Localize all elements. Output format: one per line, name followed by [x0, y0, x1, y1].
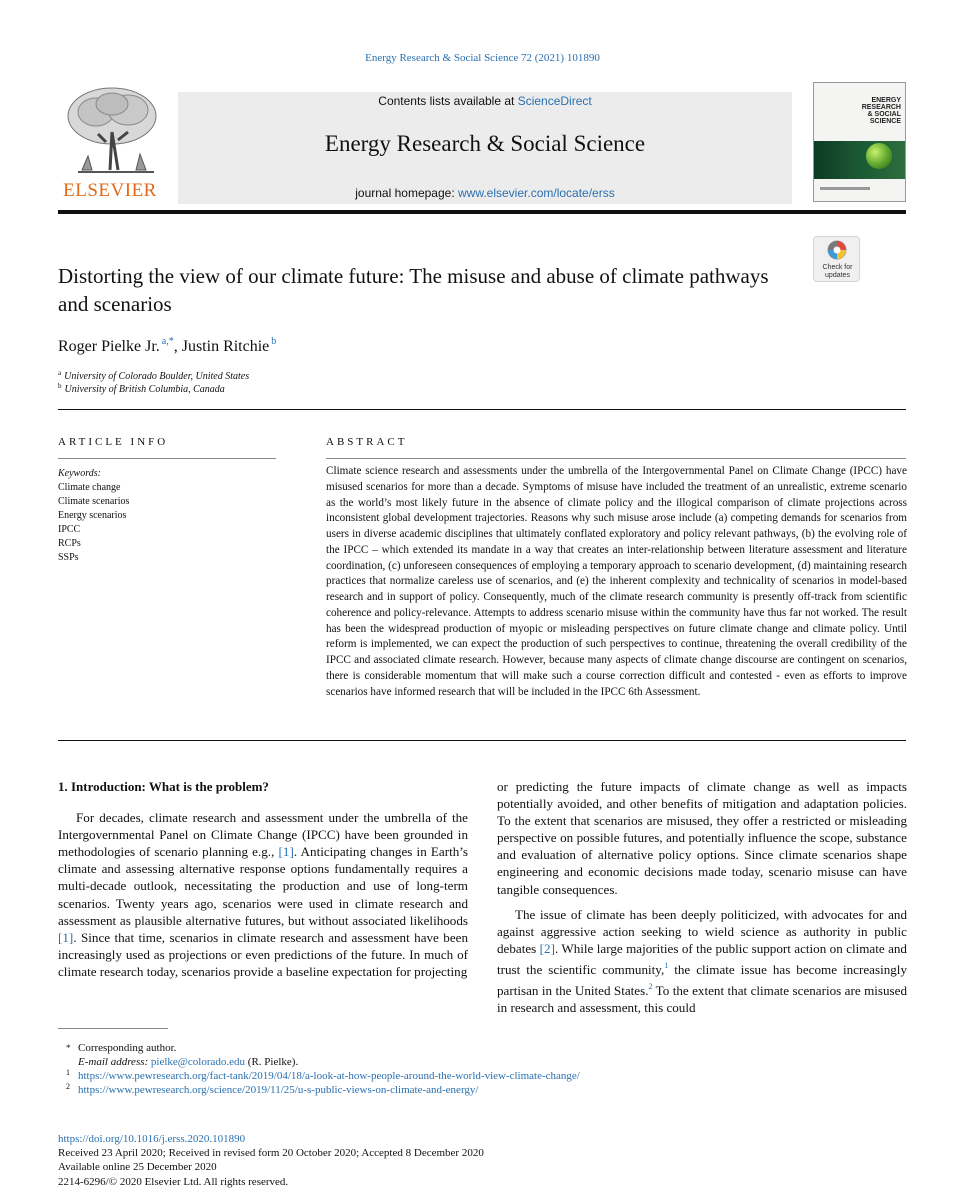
paragraph-text: For decades, climate research and assessment under the umbrella of the Intergovernmental Panel on Climate Change (IPCC) have been grounded in methodologies of scenario planning e.g.,	[58, 810, 468, 860]
paragraph-text: . While large majorities of the public support action on climate and trust the scientific community,	[497, 940, 907, 977]
contents-line	[178, 94, 792, 108]
body-column-left	[58, 778, 468, 988]
footnote-text: Corresponding author.	[78, 1042, 177, 1054]
check-for-updates-button[interactable]	[813, 236, 860, 282]
affiliation-marker: b	[58, 382, 62, 390]
section-heading: 1. Introduction: What is the problem?	[58, 779, 269, 794]
article-info-rule	[58, 458, 276, 459]
email-label: E-mail address:	[78, 1056, 151, 1068]
author-name[interactable]: Roger Pielke Jr.	[58, 338, 160, 355]
cover-title-line: & SOCIAL	[867, 111, 901, 118]
author-list	[58, 336, 276, 356]
footnote-marker[interactable]: 1	[664, 960, 669, 970]
cover-globe-icon	[866, 143, 892, 169]
footnote-1	[66, 1069, 906, 1083]
cover-footer-bar	[820, 187, 870, 190]
body-paragraph	[58, 809, 468, 980]
footnotes	[66, 1041, 906, 1097]
sciencedirect-link[interactable]: ScienceDirect	[517, 94, 592, 108]
journal-cover-thumbnail[interactable]	[813, 82, 906, 202]
affiliation-text: University of British Columbia, Canada	[64, 384, 225, 395]
copyright: 2214-6296/© 2020 Elsevier Ltd. All rights reserved.	[58, 1175, 289, 1188]
article-info-heading: ARTICLE INFO	[58, 436, 169, 448]
paragraph-text: . Anticipating changes in Earth’s climate and assessing alternative response options fundamentally requires a multi-decade outlook, necessitating the production and use of long-term scenarios. Twenty years ago, scenarios were used in climate research and assessment as plausible alternative futures, but without associated likelihoods	[58, 844, 469, 928]
journal-title: Energy Research & Social Science	[324, 131, 646, 156]
email-suffix: (R. Pielke).	[245, 1056, 299, 1068]
received-dates: Received 23 April 2020; Received in revised form 20 October 2020; Accepted 8 December 2020	[58, 1147, 484, 1160]
author-name[interactable]: Justin Ritchie	[181, 338, 270, 355]
cover-title	[843, 97, 901, 125]
abstract-heading: ABSTRACT	[326, 436, 408, 448]
crossmark-icon	[826, 240, 848, 264]
crossmark-line-2: updates	[825, 272, 850, 279]
divider	[58, 409, 906, 410]
cover-image-band	[814, 141, 906, 179]
footnote-2	[66, 1083, 906, 1097]
keyword-item: Climate change	[58, 482, 121, 493]
footnote-url-link[interactable]: https://www.pewresearch.org/fact-tank/2019/04/18/a-look-at-how-people-around-the-world-view-climate-change/	[78, 1070, 580, 1082]
journal-citation[interactable]: Energy Research & Social Science 72 (2021) 101890	[365, 52, 600, 64]
doi-link[interactable]: https://doi.org/10.1016/j.erss.2020.101890	[58, 1133, 246, 1145]
body-paragraph	[497, 906, 907, 1017]
elsevier-logo[interactable]	[58, 82, 166, 206]
homepage-line	[178, 186, 792, 200]
journal-homepage-link[interactable]: www.elsevier.com/locate/erss	[458, 186, 615, 200]
affiliation-a	[58, 369, 249, 382]
reference-link[interactable]: [1]	[278, 844, 294, 860]
cover-title-line: SCIENCE	[869, 118, 901, 125]
footnote-email	[66, 1055, 906, 1069]
homepage-prefix: journal homepage:	[355, 186, 458, 200]
author-affiliation-marker[interactable]: a,*	[161, 336, 174, 347]
affiliation-text: University of Colorado Boulder, United States	[64, 371, 250, 382]
paragraph-text: . Since that time, scenarios in climate research and assessment have been increasingly used as projections or even predictions of the future. In much of climate research today, scenarios provide a baseline expectation for projecting	[58, 929, 468, 979]
footnote-mark: 1	[66, 1068, 70, 1077]
footnote-corresponding	[66, 1041, 906, 1055]
affiliation-marker: a	[58, 369, 62, 377]
affiliation-b	[58, 382, 225, 395]
article-title: Distorting the view of our climate future: The misuse and abuse of climate pathways and scenarios	[58, 264, 769, 316]
footnote-url-link[interactable]: https://www.pewresearch.org/science/2019/11/25/u-s-public-views-on-climate-and-energy/	[78, 1084, 479, 1096]
keywords-block	[58, 467, 278, 565]
cover-title-line: ENERGY	[871, 97, 901, 104]
email-link[interactable]: pielke@colorado.edu	[150, 1056, 246, 1068]
footnote-mark: *	[66, 1043, 71, 1053]
paragraph-text: The issue of climate has been deeply politicized, with advocates for and against aggressive action seeking to wield science as authority in public debates	[497, 906, 907, 956]
article-metadata	[58, 1132, 906, 1189]
footnote-mark: 2	[66, 1082, 70, 1091]
keyword-item: RCPs	[58, 538, 81, 549]
cover-title-line: RESEARCH	[861, 104, 901, 111]
author-separator: ,	[173, 338, 182, 355]
abstract-rule	[326, 458, 906, 459]
body-column-right	[497, 778, 907, 1024]
keyword-item: Energy scenarios	[58, 510, 127, 521]
keyword-item: SSPs	[58, 552, 79, 563]
header-rule	[58, 210, 906, 214]
paragraph-text: To the extent that climate scenarios are misused in research and assessment, this could	[497, 983, 907, 1016]
abstract-text: Climate science research and assessments under the umbrella of the Intergovernmental Panel on Climate Change (IPCC) have misused scenarios for more than a decade. Symptoms of misuse have included the treatment of an unrealistic, extreme scenario as the world’s most likely future in the absence of climate policy and the illogical comparison of climate projections across inconsistent global development trajectories. Reasons why such misuse arose include (a) competing demands for scenarios from users in diverse academic disciplines that ultimately conflated exploratory and policy relevant pathways, (b) the evolving role of the IPCC – which extended its mandate in a way that creates an inter-relationship between literature assessment and literature coordination, (c) unforeseen consequences of employing a temporary approach to scenario development, (d) maintaining research practices that normalize careless use of scenarios, and (e) the inherent complexity and technicality of scenarios in model-based research and in support of policy. Consequently, much of the climate research community is presently off-track from scientific coherence and policy-relevance. Attempts to address scenario misuse within the community have thus far not worked. The result has been the widespread production of myopic or misleading perspectives on future climate change and climate policy. Until reform is implemented, we can expect the production of such perspectives to continue, threatening the overall credibility of the IPCC and associated climate research. However, because many aspects of climate change discourse are contingent on scenarios, there is considerable momentum that will make such a course correction difficult and contested - even as efforts to improve scenarios have informed research that will be included in the IPCC 6th Assessment.	[326, 465, 907, 698]
divider	[58, 740, 906, 741]
elsevier-tree-icon	[58, 82, 166, 180]
reference-link[interactable]: [1]	[58, 929, 74, 945]
keywords-label: Keywords:	[58, 468, 101, 479]
journal-header	[58, 82, 906, 206]
author-affiliation-marker[interactable]: b	[271, 336, 277, 347]
footnote-marker[interactable]: 2	[648, 982, 653, 992]
keyword-item: Climate scenarios	[58, 496, 130, 507]
paragraph-text: the climate issue has become increasingly partisan in the United States.	[497, 961, 907, 999]
elsevier-wordmark: ELSEVIER	[63, 180, 157, 201]
keyword-item: IPCC	[58, 524, 81, 535]
available-online: Available online 25 December 2020	[58, 1161, 217, 1174]
check-for-updates-label	[814, 264, 861, 280]
journal-banner	[178, 92, 792, 204]
body-paragraph	[497, 778, 907, 898]
reference-link[interactable]: [2]	[539, 940, 555, 956]
paragraph-text: or predicting the future impacts of climate change as well as impacts potentially avoided, and other benefits of mitigation and adaptation policies. To the extent that scenarios are misused, they offer a restricted or misleading perspective on possible futures, and potentially influence the scope, substance and evaluation of alternative policy options. Since climate scenarios shape engineering and economic decisions made today, scenario misuse can have tangible consequences.	[497, 779, 907, 897]
contents-prefix: Contents lists available at	[378, 94, 518, 108]
footnote-rule	[58, 1028, 168, 1029]
crossmark-line-1: Check for	[822, 264, 853, 271]
